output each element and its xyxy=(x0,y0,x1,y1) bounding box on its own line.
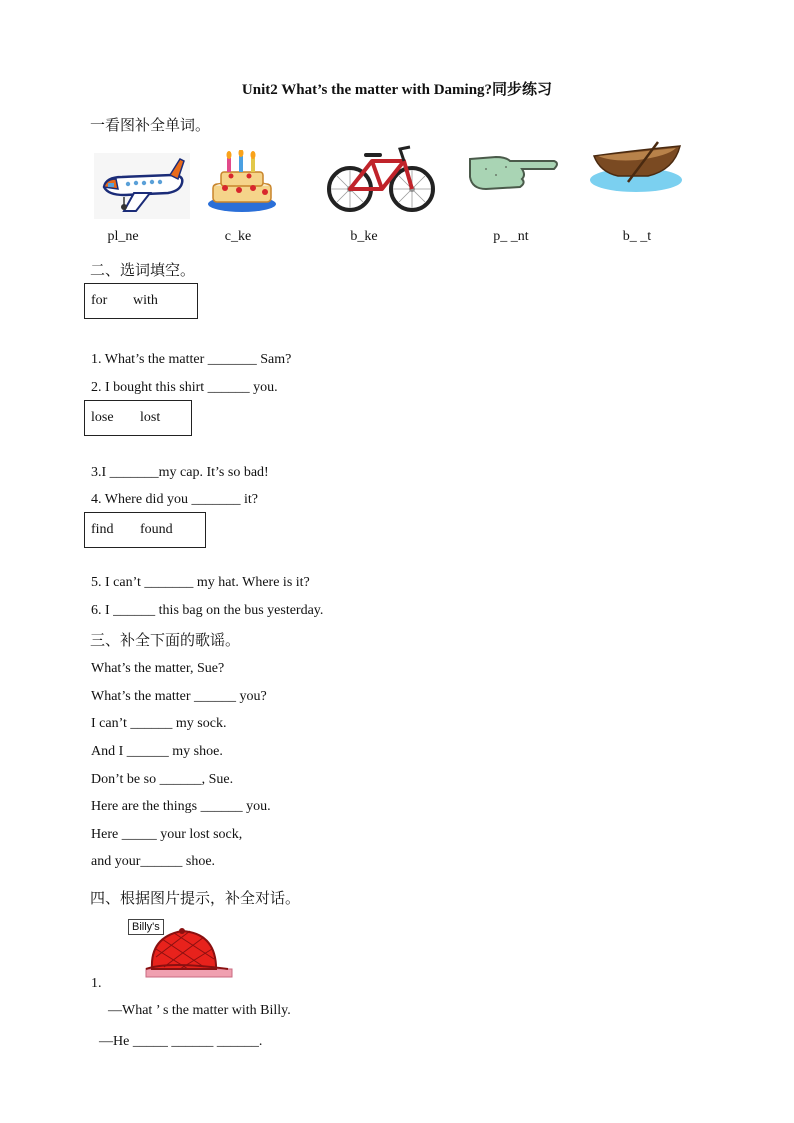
word-box-1 xyxy=(84,283,198,319)
word-box-option: lose xyxy=(91,410,114,425)
section4-heading: 四、根据图片提示，补全对话。 xyxy=(90,889,301,907)
word-box-option: find xyxy=(91,522,114,537)
dialog-number: 1. xyxy=(91,976,102,991)
chant-line: Here are the things ______ you. xyxy=(91,799,271,814)
dialog-line-1: —What ’ s the matter with Billy. xyxy=(108,1003,291,1018)
bicycle-icon xyxy=(326,141,436,215)
word-box-option: found xyxy=(140,522,173,537)
word-blank-5: b_ _t xyxy=(622,229,652,244)
word-blank-4: p_ _nt xyxy=(493,229,529,244)
word-box-option: lost xyxy=(140,410,161,425)
section3-heading: 三、补全下面的歌谣。 xyxy=(90,631,241,649)
chant-line: Here _____ your lost sock, xyxy=(91,827,243,842)
word-box-2 xyxy=(84,400,192,436)
page-title: Unit2 What’s the matter with Daming?同步练习 xyxy=(241,82,553,98)
word-blank-2: c_ke xyxy=(224,229,252,244)
dialog-line-2: —He _____ ______ ______. xyxy=(99,1034,263,1049)
word-box-3 xyxy=(84,512,206,548)
word-blank-1: pl_ne xyxy=(107,229,139,244)
red-cap-image xyxy=(118,915,246,981)
airplane-icon xyxy=(94,153,190,219)
boat-icon xyxy=(588,140,688,218)
pointing-hand-icon xyxy=(466,153,562,193)
question-3: 3.I _______my cap. It’s so bad! xyxy=(91,465,269,480)
section1-heading: 一看图补全单词。 xyxy=(90,116,211,134)
word-blank-3: b_ke xyxy=(350,229,378,244)
word-box-option: for xyxy=(91,293,108,308)
question-2: 2. I bought this shirt ______ you. xyxy=(91,380,278,395)
chant-line: Don’t be so ______, Sue. xyxy=(91,772,234,787)
section2-heading: 二、选词填空。 xyxy=(90,261,196,279)
question-6: 6. I ______ this bag on the bus yesterday. xyxy=(91,603,324,618)
question-4: 4. Where did you _______ it? xyxy=(91,492,258,507)
question-1: 1. What’s the matter _______ Sam? xyxy=(91,352,292,367)
word-box-option: with xyxy=(133,293,158,308)
chant-line: and your______ shoe. xyxy=(91,854,216,869)
chant-line: What’s the matter, Sue? xyxy=(91,661,225,676)
chant-line: What’s the matter ______ you? xyxy=(91,689,267,704)
birthday-cake-icon xyxy=(205,150,280,216)
question-5: 5. I can’t _______ my hat. Where is it? xyxy=(91,575,310,590)
chant-line: I can’t ______ my sock. xyxy=(91,716,227,731)
cap-label: Billy's xyxy=(128,919,164,935)
chant-line: And I ______ my shoe. xyxy=(91,744,223,759)
